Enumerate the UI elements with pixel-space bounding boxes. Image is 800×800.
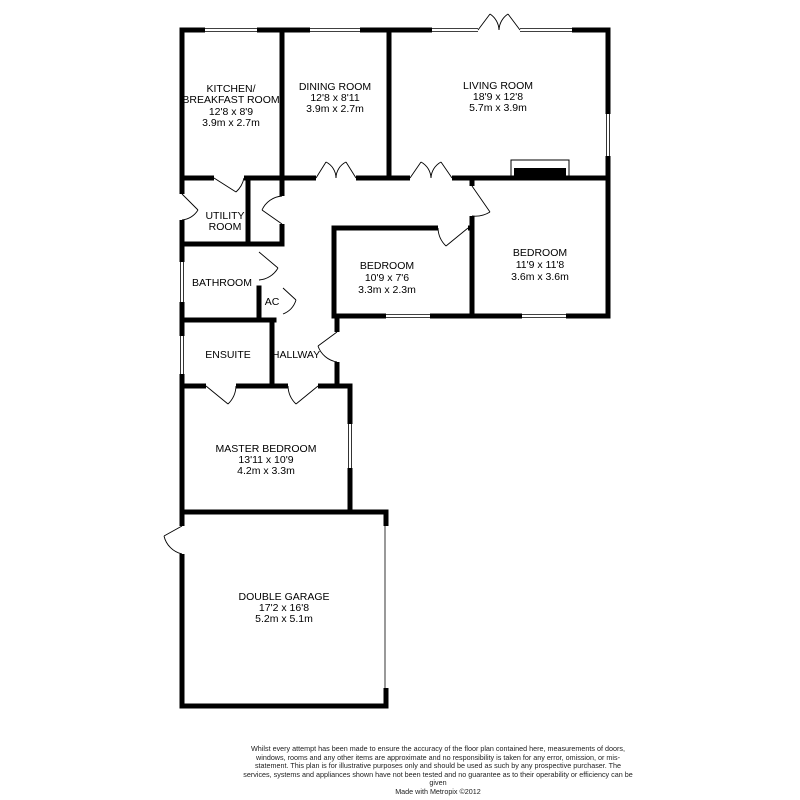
door: [179, 194, 198, 220]
hallway-name: HALLWAY: [271, 349, 321, 361]
garage-door: [383, 526, 389, 688]
door: [316, 162, 356, 181]
living-metric: 5.7m x 3.9m: [469, 102, 527, 114]
window: [605, 114, 611, 156]
window: [179, 262, 185, 302]
door: [262, 196, 285, 224]
bedroom-large-imperial: 11'9 x 11'8: [515, 259, 565, 271]
kitchen-metric: 3.9m x 2.7m: [202, 117, 260, 129]
living-imperial: 18'9 x 12'8: [472, 91, 524, 103]
dining-metric: 3.9m x 2.7m: [306, 103, 364, 115]
door: [438, 225, 468, 246]
door: [288, 383, 318, 404]
disclaimer-body: Whilst every attempt has been made to ensure the accuracy of the floor plan contained here, measurements of doors, windows, rooms and any other items are approximate and no responsibility is taken for any error, omission, or mis-statement. This plan is for illustrative purposes only and should be used as such by any prospective purchaser. The services, systems and appliances shown have not been tested and no guarantee as to their operability or efficiency can be given: [243, 744, 633, 788]
french-door: [478, 14, 520, 34]
window: [179, 336, 185, 374]
garage-imperial: 17'2 x 16'8: [258, 602, 310, 614]
bedroom-large-metric: 3.6m x 3.6m: [511, 271, 569, 283]
dining-imperial: 12'8 x 8'11: [310, 92, 360, 104]
door: [256, 252, 278, 280]
living-name: LIVING ROOM: [462, 80, 534, 92]
kitchen-name-1: KITCHEN/: [206, 83, 256, 95]
window: [310, 27, 360, 33]
door: [410, 162, 452, 181]
disclaimer-text: [243, 745, 633, 797]
master-imperial: 13'11 x 10'9: [238, 454, 294, 466]
bedroom-large-name: BEDROOM: [512, 247, 568, 259]
master-metric: 4.2m x 3.3m: [237, 465, 295, 477]
utility-name-2: ROOM: [208, 221, 242, 233]
master-name: MASTER BEDROOM: [215, 443, 317, 455]
utility-name-1: UTILITY: [205, 210, 245, 222]
kitchen-name-2: BREAKFAST ROOM: [182, 94, 280, 106]
bedroom-small-name: BEDROOM: [359, 260, 415, 272]
garage-name: DOUBLE GARAGE: [238, 591, 330, 603]
door: [206, 383, 236, 404]
door: [318, 332, 340, 362]
window: [522, 313, 566, 319]
door: [164, 526, 185, 554]
window: [386, 313, 430, 319]
fireplace: [511, 160, 569, 176]
credit-text: Made with Metropix ©2012: [395, 786, 481, 796]
door: [214, 175, 244, 192]
ensuite-name: ENSUITE: [205, 349, 251, 361]
door: [280, 286, 296, 314]
kitchen-imperial: 12'8 x 8'9: [208, 106, 254, 118]
bedroom-small-metric: 3.3m x 2.3m: [358, 284, 416, 296]
bedroom-small-imperial: 10'9 x 7'6: [364, 272, 410, 284]
walls: [182, 30, 608, 706]
bathroom-name: BATHROOM: [192, 277, 252, 289]
dining-name: DINING ROOM: [298, 81, 372, 93]
window: [205, 27, 257, 33]
garage-metric: 5.2m x 5.1m: [255, 613, 313, 625]
ac-name: AC: [264, 296, 280, 308]
door: [469, 186, 490, 216]
window: [347, 424, 353, 468]
